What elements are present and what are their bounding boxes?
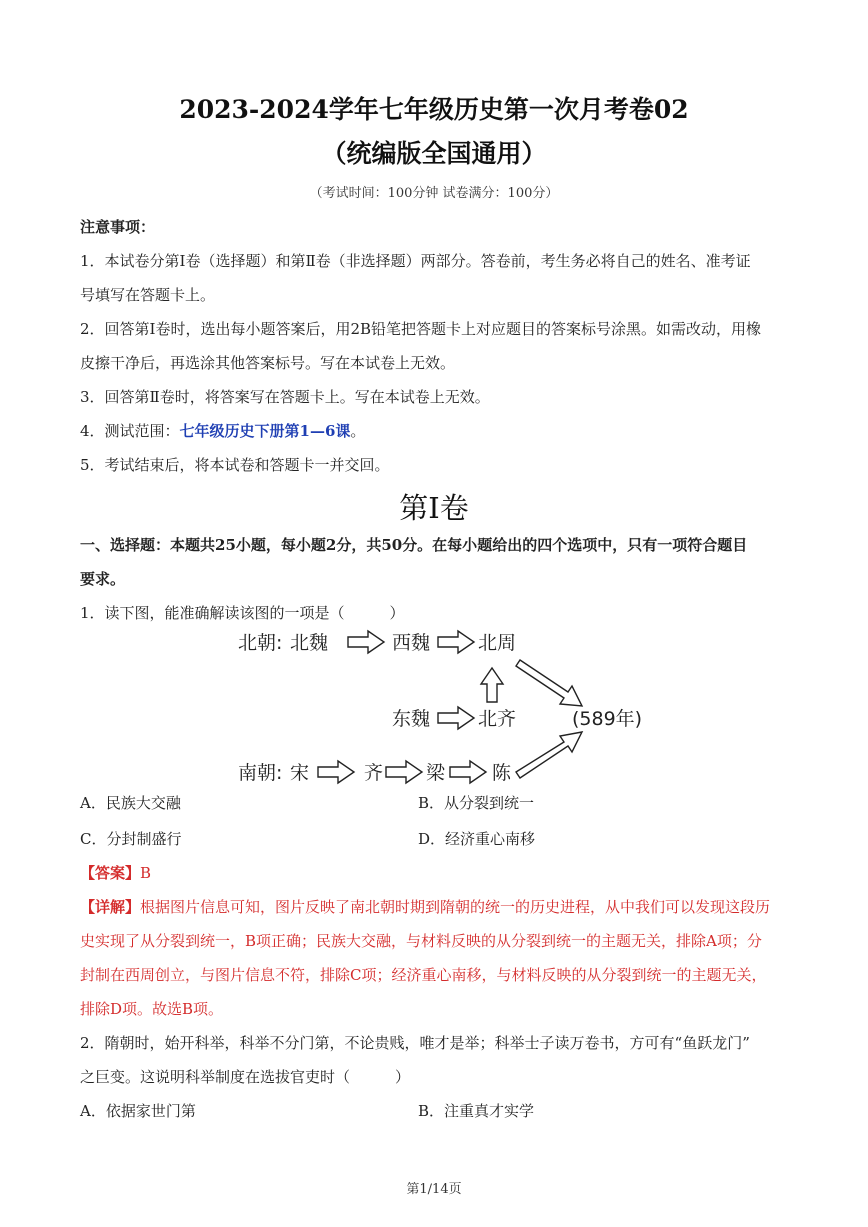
liang: 梁 xyxy=(426,762,446,784)
page-number: 第1/14页 xyxy=(406,1182,462,1197)
q1-detail-line3: 封制在西周创立，与图片信息不符，排除C项；经济重心南移，与材料反映的从分裂到统一的主题无关， xyxy=(80,966,767,984)
arrow-up-icon xyxy=(481,668,503,702)
arrow-right-icon xyxy=(318,761,354,783)
bei-zhou: 北周 xyxy=(478,632,517,654)
note-item-2a: 2．回答第Ⅰ卷时，选出每小题答案后，用2B铅笔把答题卡上对应题目的答案标号涂黑。如需改动，用橡 xyxy=(80,320,762,338)
exam-info: （考试时间：100分钟 试卷满分：100分） xyxy=(309,186,559,201)
note-item-4: 4．测试范围：七年级历史下册第1—6课。 xyxy=(80,422,366,440)
test-scope: 七年级历史下册第1—6课 xyxy=(179,422,351,440)
q1-option-a[interactable]: A．民族大交融 xyxy=(80,794,181,812)
chen: 陈 xyxy=(492,762,512,784)
qi: 齐 xyxy=(364,762,384,784)
note-item-5: 5．考试结束后，将本试卷和答题卡一并交回。 xyxy=(80,456,390,474)
bei-qi: 北齐 xyxy=(478,708,517,730)
arrow-right-icon xyxy=(438,631,474,653)
q2-option-a[interactable]: A．依据家世门第 xyxy=(80,1102,196,1120)
section-title: 第Ⅰ卷 xyxy=(399,491,469,525)
arrow-right-icon xyxy=(438,707,474,729)
bei-wei: 北魏 xyxy=(290,632,329,654)
q1-stem: 1．读下图，能准确解读该图的一项是（ ） xyxy=(80,604,405,622)
arrow-down-right-icon xyxy=(516,660,582,706)
q1-detail-line2: 史实现了从分裂到统一，B项正确；民族大交融，与材料反映的从分裂到统一的主题无关，排除A项；分 xyxy=(80,932,762,950)
page-subtitle: （统编版全国通用） xyxy=(321,139,547,168)
south-label: 南朝: xyxy=(238,762,283,784)
note-item-3: 3．回答第Ⅱ卷时，将答案写在答题卡上。写在本试卷上无效。 xyxy=(80,388,490,406)
part1-line2: 要求。 xyxy=(80,570,126,588)
north-label: 北朝: xyxy=(238,632,283,654)
notes-heading: 注意事项： xyxy=(80,218,156,236)
note-item-1a: 1．本试卷分第Ⅰ卷（选择题）和第Ⅱ卷（非选择题）两部分。答卷前，考生务必将自己的姓名、准考证 xyxy=(80,252,751,270)
year-589: (589年) xyxy=(572,708,643,730)
q1-option-d[interactable]: D．经济重心南移 xyxy=(418,830,536,848)
q2-option-b[interactable]: B．注重真才实学 xyxy=(418,1102,535,1120)
page-title: 2023-2024学年七年级历史第一次月考卷02 xyxy=(179,95,689,124)
q1-option-b[interactable]: B．从分裂到统一 xyxy=(418,794,535,812)
q1-detail xyxy=(80,890,790,1026)
q2-stem-line1: 2．隋朝时，始开科举，科举不分门第，不论贵贱，唯才是举；科举士子读万卷书，方可有“鱼跃龙门” xyxy=(80,1034,750,1052)
part1-instructions xyxy=(80,528,790,596)
note-item-1b: 号填写在答题卡上。 xyxy=(80,286,216,304)
q2-stem-line2: 之巨变。这说明科举制度在选拔官吏时（ ） xyxy=(80,1068,411,1086)
arrow-right-icon xyxy=(386,761,422,783)
arrow-right-icon xyxy=(450,761,486,783)
arrow-right-icon xyxy=(348,631,384,653)
dynasty-diagram xyxy=(230,622,650,792)
q1-answer: 【答案】B xyxy=(80,864,152,882)
part1-line1: 一、选择题：本题共25小题，每小题2分，共50分。在每小题给出的四个选项中，只有一项符合题目 xyxy=(80,536,748,554)
notes-block xyxy=(80,210,790,482)
q2-stem xyxy=(80,1026,790,1094)
arrow-up-right-icon xyxy=(516,732,582,778)
q1-detail-line4: 排除D项。故选B项。 xyxy=(80,1000,224,1018)
note-item-2b: 皮擦干净后，再选涂其他答案标号。写在本试卷上无效。 xyxy=(80,354,456,372)
q1-detail-line1: 【详解】根据图片信息可知，图片反映了南北朝时期到隋朝的统一的历史进程，从中我们可以发现这段历 xyxy=(80,898,771,916)
q1-option-c[interactable]: C．分封制盛行 xyxy=(80,830,182,848)
song: 宋 xyxy=(290,762,310,784)
dong-wei: 东魏 xyxy=(392,708,431,730)
xi-wei: 西魏 xyxy=(392,632,431,654)
